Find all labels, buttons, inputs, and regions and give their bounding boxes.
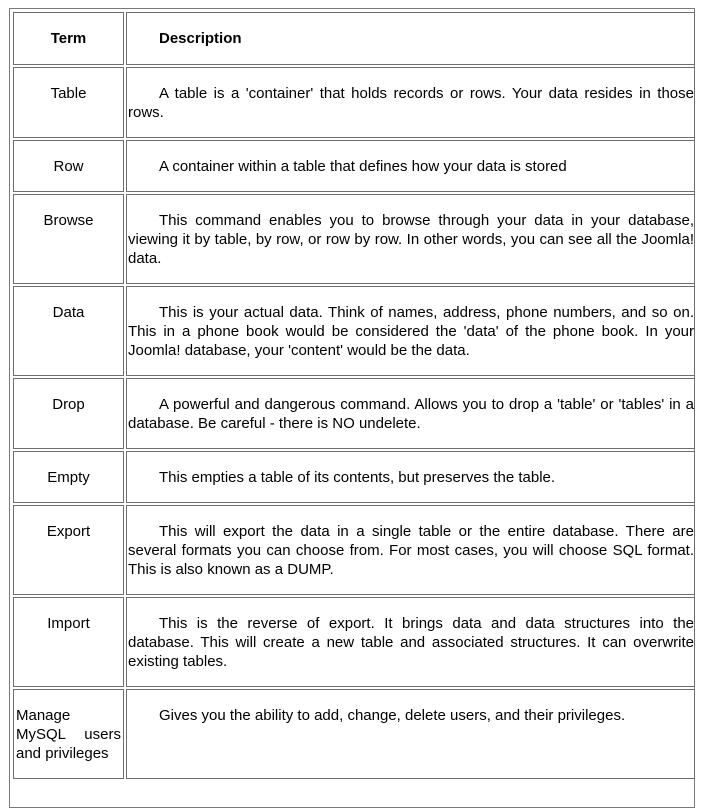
term-cell: Data [13, 286, 124, 376]
term-text-rest: MySQL users and privileges [16, 726, 121, 762]
description-text: A table is a 'container' that holds records or rows. Your data resides in those rows. [128, 85, 694, 121]
term-cell: Import [13, 597, 124, 687]
header-description-label: Description [159, 30, 242, 47]
table-row [13, 140, 695, 192]
table-row [13, 286, 695, 376]
table-row [13, 194, 695, 284]
term-cell: Drop [13, 378, 124, 449]
description-text: A powerful and dangerous command. Allows you to drop a 'table' or 'tables' in a database. Be careful - there is NO undelete. [128, 396, 694, 432]
description-text: This is your actual data. Think of names, address, phone numbers, and so on. This in a phone book would be considered the 'data' of the phone book. In your Joomla! database, your 'content' would be the data. [128, 304, 694, 359]
description-text: Gives you the ability to add, change, delete users, and their privileges. [159, 707, 626, 724]
table-row [13, 597, 695, 687]
table-row [13, 67, 695, 138]
description-cell [126, 597, 695, 687]
term-cell: Table [13, 67, 124, 138]
description-text: This is the reverse of export. It brings data and data structures into the database. This will create a new table and associated structures. It can overwrite existing tables. [128, 615, 694, 670]
description-text: A container within a table that defines how your data is stored [159, 158, 567, 175]
table-row [13, 689, 695, 779]
description-cell [126, 67, 695, 138]
description-cell [126, 378, 695, 449]
description-cell [126, 689, 695, 779]
header-description [126, 12, 695, 65]
table-row [13, 505, 695, 595]
table-row [13, 451, 695, 503]
term-cell [13, 689, 124, 779]
table-row [13, 378, 695, 449]
term-text-first: Manage [16, 707, 71, 724]
description-text: This command enables you to browse through your data in your database, viewing it by table, by row, or row by row. In other words, you can see all the Joomla! data. [128, 212, 694, 267]
term-cell: Empty [13, 451, 124, 503]
description-cell [126, 505, 695, 595]
description-cell [126, 194, 695, 284]
description-text: This will export the data in a single table or the entire database. There are several formats you can choose from. For most cases, you will choose SQL format. This is also known as a DUMP. [128, 523, 694, 578]
term-cell: Browse [13, 194, 124, 284]
term-cell: Row [13, 140, 124, 192]
term-cell: Export [13, 505, 124, 595]
header-term [13, 12, 124, 65]
description-text: This empties a table of its contents, but preserves the table. [159, 469, 556, 486]
header-term-label: Term [50, 30, 87, 47]
glossary-table [11, 10, 697, 781]
description-cell [126, 286, 695, 376]
description-cell [126, 140, 695, 192]
description-cell [126, 451, 695, 503]
table-header-row [13, 12, 695, 65]
